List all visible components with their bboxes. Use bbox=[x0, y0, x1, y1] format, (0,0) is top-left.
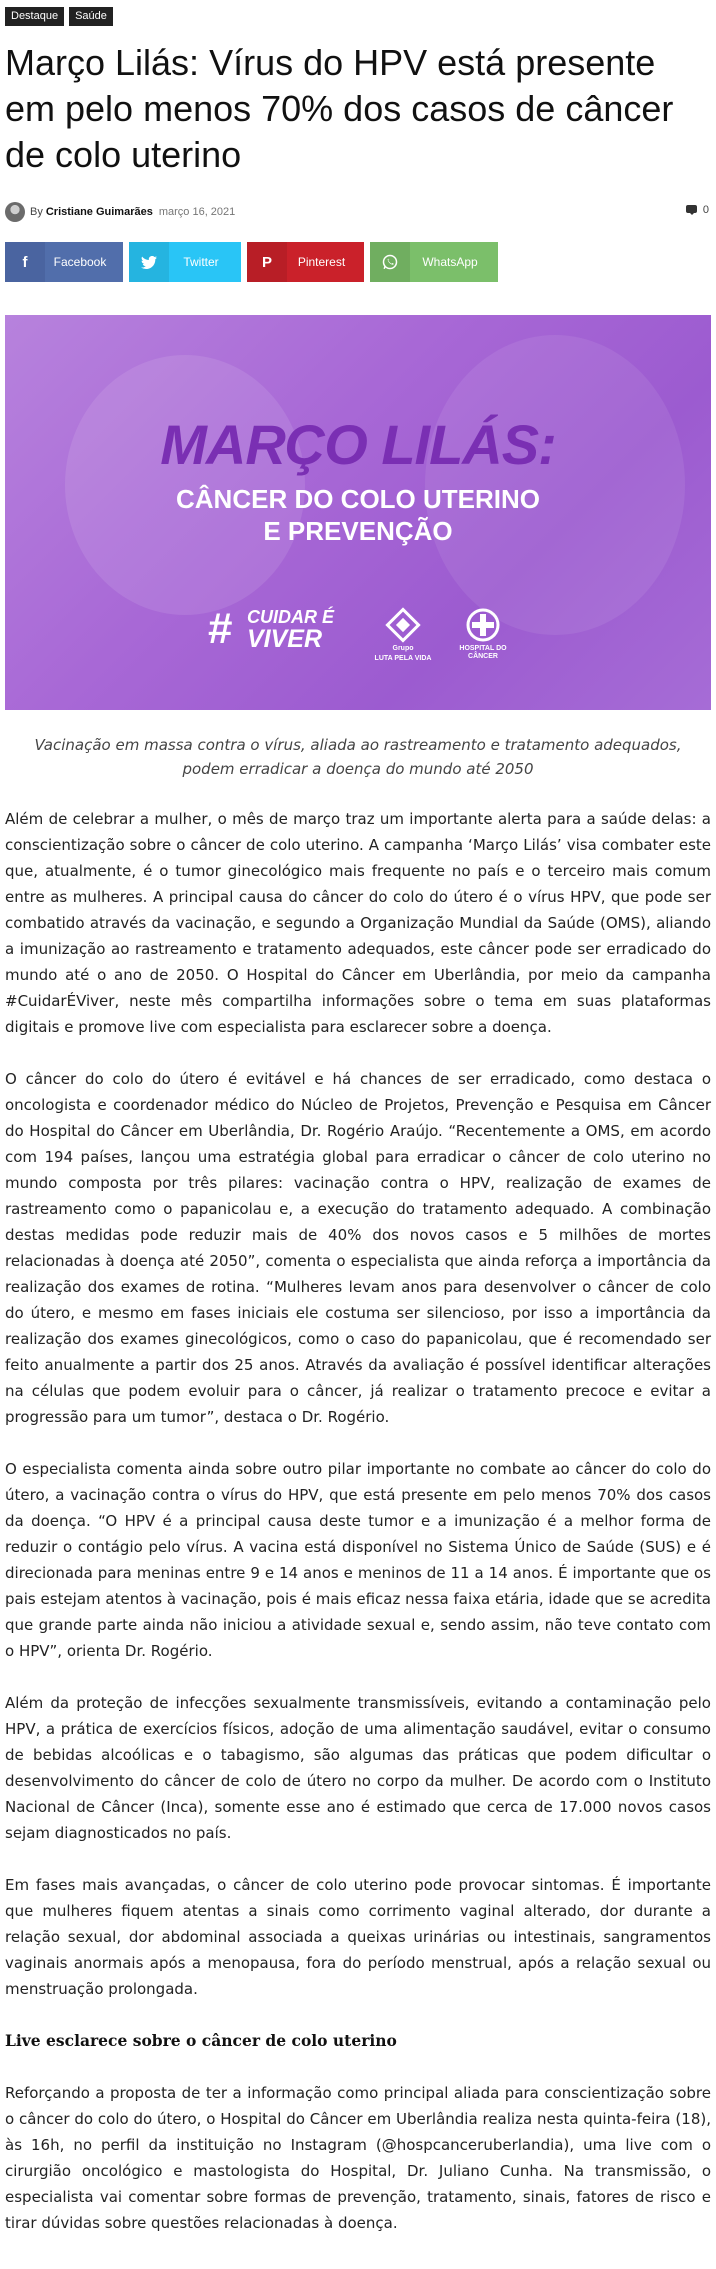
category-tags bbox=[5, 7, 113, 26]
paragraph: Reforçando a proposta de ter a informação como principal aliada para conscientização sobre o câncer do colo do útero, o Hospital do Câncer em Uberlândia realiza nesta quinta-feira (18), às 16h, no perfil da instituição no Instagram (@hospcanceruberlandia), uma live com o cirurgião oncológico e mastologista do Hospital, Dr. Juliano Cunha. Na transmissão, o especialista vai comentar sobre formas de prevenção, tratamento, sinais, fatores de risco e tirar dúvidas sobre questões relacionadas à doença. bbox=[5, 2084, 711, 2232]
hashtag-text bbox=[247, 608, 334, 651]
hashtag-bottom: VIVER bbox=[247, 625, 323, 653]
article-meta bbox=[5, 201, 711, 223]
hospital-do-cancer-logo bbox=[453, 607, 513, 661]
paragraph: O especialista comenta ainda sobre outro pilar importante no combate ao câncer do colo do útero, a vacinação contra o vírus do HPV, que está presente em pelo menos 70% dos casos da doença. “O HPV é a principal causa deste tumor e a imunização é a melhor forma de reduzir o contágio pelo vírus. A vacina está disponível no Sistema Único de Saúde (SUS) e é direcionada para meninas entre 9 e 14 anos e meninos de 11 a 14 anos. É importante que os pais estejam atentos à vacinação, pois é mais eficaz nessa faixa etária, idade que se acredita que grande parte ainda não iniciou a atividade sexual e, sendo assim, não teve contato com o HPV”, orienta Dr. Rogério. bbox=[5, 1460, 711, 1660]
hero-subtitle-line1: CÂNCER DO COLO UTERINO bbox=[176, 484, 540, 514]
share-pinterest-button[interactable] bbox=[247, 242, 364, 282]
hero-subtitle-line2: E PREVENÇÃO bbox=[263, 516, 453, 546]
logo1-caption: LUTA PELA VIDA bbox=[374, 655, 432, 662]
author-name[interactable]: Cristiane Guimarães bbox=[45, 206, 153, 218]
twitter-icon bbox=[129, 242, 169, 282]
publish-date: março 16, 2021 bbox=[158, 206, 236, 218]
share-facebook-button[interactable] bbox=[5, 242, 123, 282]
comment-icon bbox=[686, 205, 699, 215]
logo2-caption: HOSPITAL DO CÂNCER bbox=[459, 645, 507, 660]
hero-title: MARÇO LILÁS: bbox=[160, 413, 556, 476]
author-prefix: By bbox=[30, 206, 43, 218]
tag-saude[interactable]: Saúde bbox=[69, 7, 113, 26]
logo1-caption-top: Grupo bbox=[392, 645, 414, 652]
share-facebook-label: Facebook bbox=[53, 255, 107, 269]
share-whatsapp-button[interactable] bbox=[370, 242, 498, 282]
section-heading: Live esclarece sobre o câncer de colo uterino bbox=[5, 2031, 397, 2050]
article-body bbox=[5, 806, 711, 2262]
tag-destaque[interactable]: Destaque bbox=[5, 7, 64, 26]
share-pinterest-label: Pinterest bbox=[297, 255, 346, 269]
hero-image bbox=[5, 315, 711, 710]
paragraph: Em fases mais avançadas, o câncer de colo uterino pode provocar sintomas. É importante que mulheres fiquem atentas a sinais como corrimento vaginal alterado, dor durante a relação sexual, dor abdominal associada a queixas urinárias ou intestinais, sangramentos vaginais anormais após a menopausa, fora do período menstrual, após a relação sexual ou menstruação prolongada. bbox=[5, 1876, 711, 1998]
hashtag-top: CUIDAR É bbox=[247, 607, 335, 627]
comments-link[interactable] bbox=[686, 204, 709, 216]
paragraph: Além de celebrar a mulher, o mês de março traz um importante alerta para a saúde delas: a conscientização sobre o câncer de colo uterino. A campanha ‘Março Lilás’ visa combater este que, atualmente, é o tumor ginecológico mais frequente no país e o terceiro mais comum entre as mulheres. A principal causa do câncer do colo do útero é o vírus HPV, que pode ser combatido através da vacinação, e segundo a Organização Mundial da Saúde (OMS), aliando a imunização ao rastreamento e tratamento adequados, este câncer pode ser erradicado do mundo até o ano de 2050. O Hospital do Câncer em Uberlândia, por meio da campanha #CuidarÉViver, neste mês compartilha informações sobre o tema em suas plataformas digitais e promove live com especialista para esclarecer sobre a doença. bbox=[5, 810, 711, 1036]
pinterest-icon: P bbox=[247, 242, 287, 282]
facebook-icon: f bbox=[5, 242, 45, 282]
paragraph: Além da proteção de infecções sexualmente transmissíveis, evitando a contaminação pelo HPV, a prática de exercícios físicos, adoção de uma alimentação saudável, evitar o consumo de bebidas alcoólicas e o tabagismo, são algumas das práticas que podem dificultar o desenvolvimento do câncer de colo de útero no corpo da mulher. De acordo com o Instituto Nacional de Câncer (Inca), somente esse ano é estimado que cerca de 17.000 novos casos sejam diagnosticados no país. bbox=[5, 1694, 711, 1842]
share-twitter-button[interactable] bbox=[129, 242, 241, 282]
whatsapp-icon bbox=[370, 242, 410, 282]
share-whatsapp-label: WhatsApp bbox=[422, 255, 478, 269]
author-avatar[interactable] bbox=[5, 202, 25, 222]
comments-count: 0 bbox=[702, 204, 709, 216]
hashtag-symbol: # bbox=[208, 604, 233, 653]
share-buttons bbox=[5, 242, 498, 282]
image-caption: Vacinação em massa contra o vírus, aliada ao rastreamento e tratamento adequados, podem erradicar a doença do mundo até 2050 bbox=[34, 736, 682, 778]
article-title: Março Lilás: Vírus do HPV está presente em pelo menos 70% dos casos de câncer de colo uterino bbox=[5, 42, 674, 175]
hero-subtitle bbox=[5, 483, 711, 547]
share-twitter-label: Twitter bbox=[183, 255, 219, 269]
luta-pela-vida-logo bbox=[373, 607, 433, 663]
paragraph: O câncer do colo do útero é evitável e há chances de ser erradicado, como destaca o oncologista e coordenador médico do Núcleo de Projetos, Prevenção e Pesquisa em Câncer do Hospital do Câncer em Uberlândia, Dr. Rogério Araújo. “Recentemente a OMS, em acordo com 194 países, lançou uma estratégia global para erradicar o câncer de colo uterino no mundo composta por três pilares: vacinação contra o HPV, realização de exames de rastreamento como o papanicolau e, a execução do tratamento adequado. A combinação destas medidas pode reduzir mais de 40% dos novos casos e 5 milhões de mortes relacionadas à doença até 2050”, comenta o especialista que ainda reforça a importância da realização dos exames de rotina. “Mulheres levam anos para desenvolver o câncer de colo do útero, e mesmo em fases iniciais ele costuma ser silencioso, por isso a importância da realização dos exames ginecológicos, como o caso do papanicolau, que é recomendado ser feito anualmente a partir dos 25 anos. Através da avaliação é possível identificar alterações na células que podem evoluir para o câncer, já realizar o tratamento precoce e evitar a progressão para um tumor”, destaca o Dr. Rogério. bbox=[5, 1070, 711, 1426]
